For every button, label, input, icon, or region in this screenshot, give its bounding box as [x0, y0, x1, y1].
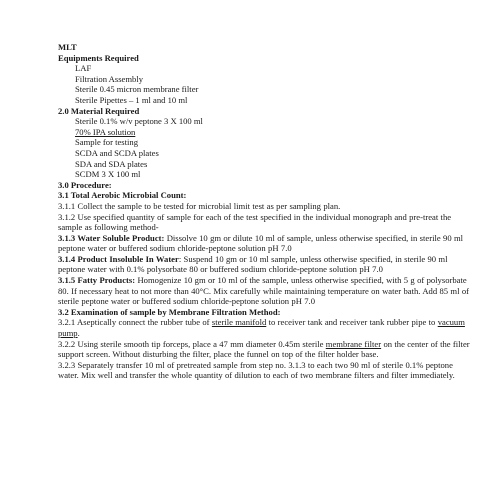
- text-run: to receiver tank and receiver tank rubber pipe to: [266, 317, 438, 328]
- paragraph-3-1-5: [58, 275, 474, 307]
- material-item: SCDM 3 X 100 ml: [75, 169, 141, 180]
- ipa-solution-underlined: 70% IPA solution: [75, 126, 136, 137]
- fatty-label: 3.1.5 Fatty Products:: [58, 275, 136, 286]
- material-heading: 2.0 Material Required: [58, 105, 140, 116]
- text-run: on the center of the filter support screen. Without disturbing the filter, place the funnel on top of the filter holder base.: [58, 338, 470, 360]
- equipments-heading: Equipments Required: [58, 52, 139, 63]
- equipment-item: LAF: [75, 63, 92, 74]
- paragraph-3-1-1: 3.1.1 Collect the sample to be tested for microbial limit test as per sampling plan.: [58, 200, 341, 211]
- paragraph-3-2-2: [58, 339, 474, 360]
- material-item: Sample for testing: [75, 137, 139, 148]
- paragraph-3-2-1: [58, 317, 474, 338]
- paragraph-3-1-3: [58, 233, 474, 254]
- tamc-heading: 3.1 Total Aerobic Microbial Count:: [58, 190, 187, 201]
- procedure-heading: 3.0 Procedure:: [58, 179, 112, 190]
- insoluble-text: : Suspend 10 gm or 10 ml sample, unless otherwise specified, in sterile 90 ml peptone water with 0.1% polysorbate 80 or buffered sodium chloride-peptone solution pH 7.0: [58, 253, 448, 275]
- text-run: 3.2.2 Using sterile smooth tip forceps, place a 47 mm diameter 0.45m sterile: [58, 338, 326, 349]
- sterile-manifold-underlined: sterile manifold: [211, 317, 267, 328]
- insoluble-label: 3.1.4 Product Insoluble In Water: [58, 253, 179, 264]
- vacuum-pump-underlined: vacuum pump: [58, 317, 465, 339]
- membrane-filter-underlined: membrane filter: [325, 338, 382, 349]
- water-soluble-label: 3.1.3 Water Soluble Product:: [58, 232, 165, 243]
- material-item: [58, 127, 474, 138]
- material-item: Sterile 0.1% w/v peptone 3 X 100 ml: [75, 116, 203, 127]
- text-run: .: [77, 328, 80, 339]
- exam-heading: 3.2 Examination of sample by Membrane Filtration Method:: [58, 306, 281, 317]
- paragraph-3-1-2: 3.1.2 Use specified quantity of sample for each of the test specified in the individual monograph and pre-treat the sample as following method-: [58, 211, 452, 233]
- text-run: 3.2.1 Aseptically connect the rubber tube of: [58, 317, 212, 328]
- equipment-item: Sterile Pipettes – 1 ml and 10 ml: [75, 94, 188, 105]
- doc-title: MLT: [58, 42, 77, 52]
- material-item: SDA and SDA plates: [75, 158, 148, 169]
- paragraph-3-1-4: [58, 254, 474, 275]
- material-item: SCDA and SCDA plates: [75, 147, 159, 158]
- equipment-item: Filtration Assembly: [75, 73, 144, 84]
- fatty-text: Homogenize 10 gm or 10 ml of the sample, unless otherwise specified, with 5 g of polysorbate 80. If necessary heat to not more than 40°C. Mix carefully while maintaining temperature on water bath. Add 85 ml of sterile peptone water or buffered sodium chloride-peptone solution pH 7.0: [58, 275, 469, 307]
- water-soluble-text: Dissolve 10 gm or dilute 10 ml of sample, unless otherwise specified, in sterile 90 ml peptone water or buffered sodium chloride-peptone solution pH 7.0: [58, 232, 464, 254]
- document-page: [58, 42, 474, 381]
- paragraph-3-2-3: 3.2.3 Separately transfer 10 ml of pretreated sample from step no. 3.1.3 to each two 90 ml of sterile 0.1% peptone water. Mix well and transfer the whole quantity of dilution to each of two membrane filters and filter immediately.: [58, 359, 455, 381]
- equipment-item: Sterile 0.45 micron membrane filter: [75, 84, 199, 95]
